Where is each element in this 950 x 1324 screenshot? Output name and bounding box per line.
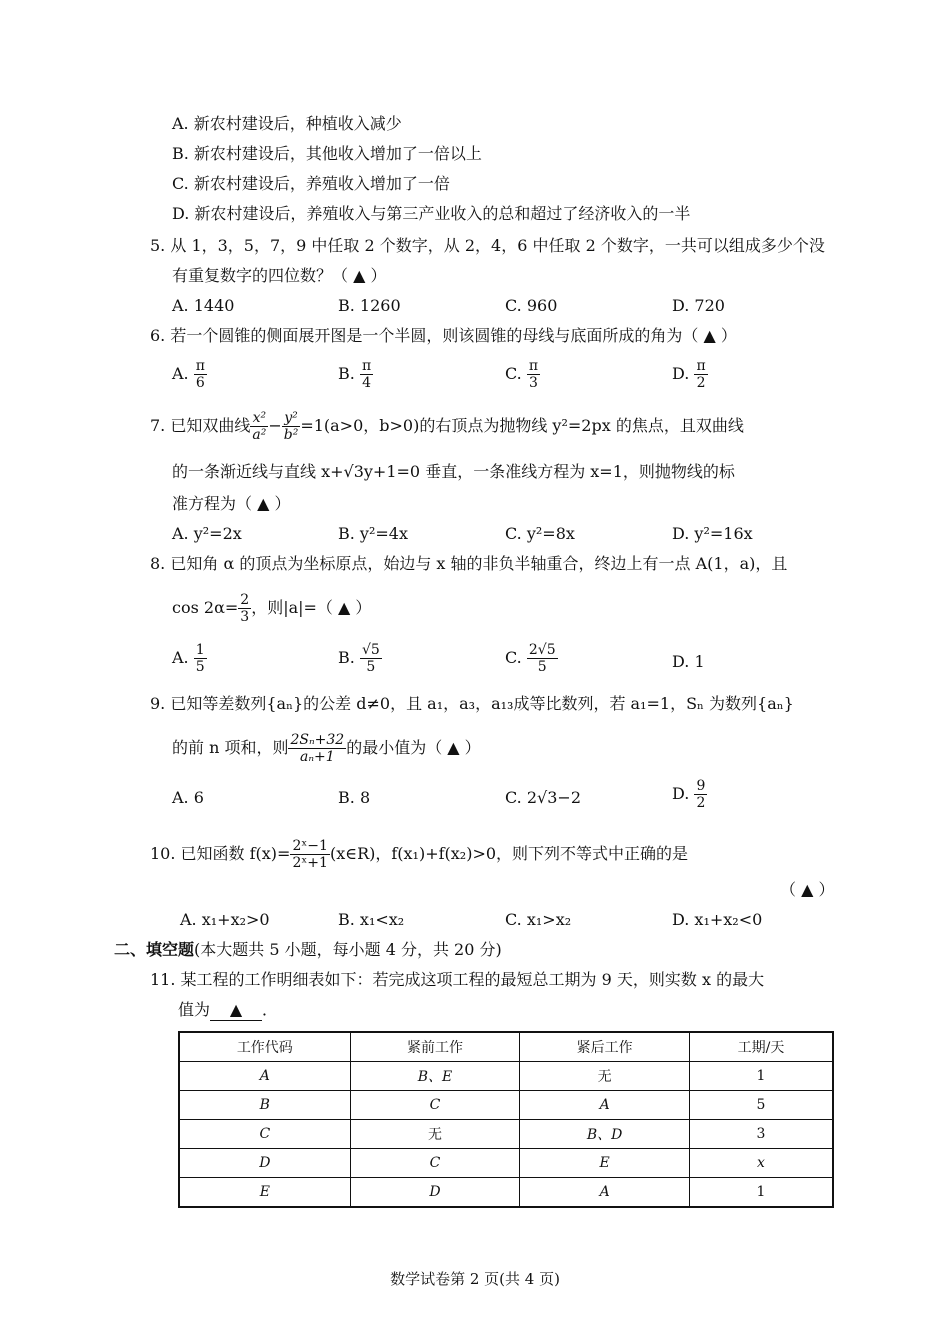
q4-option-b: B. 新农村建设后，其他收入增加了一倍以上 — [172, 144, 482, 163]
q10-option-a: A. x₁+x₂>0 — [180, 910, 270, 929]
table-cell: A — [520, 1178, 690, 1208]
table-cell: 无 — [520, 1062, 690, 1091]
q8-option-b: B. $\frac{√5}{5}$ — [338, 642, 380, 675]
q5-option-d: D. 720 — [672, 296, 725, 315]
q10-option-b: B. x₁<x₂ — [338, 910, 405, 929]
fraction: $\frac{2√5}{5}$ — [528, 642, 556, 675]
fraction: $\frac{\pi}{4}$ — [361, 358, 372, 391]
table-cell: B、E — [350, 1062, 520, 1091]
table-cell: B、D — [520, 1120, 690, 1149]
q7-option-b: B. y²=4x — [338, 524, 408, 543]
table-header-cell: 工作代码 — [179, 1032, 350, 1062]
table-cell: D — [179, 1149, 350, 1178]
q6-option-b: B. $\frac{\pi}{4}$ — [338, 358, 372, 391]
table-cell: C — [350, 1091, 520, 1120]
q5-option-b: B. 1260 — [338, 296, 401, 315]
q7-option-c: C. y²=8x — [505, 524, 575, 543]
q8-stem-line1: 8. 已知角 α 的顶点为坐标原点，始边与 x 轴的非负半轴重合，终边上有一点 A(1，a)，且 — [150, 554, 788, 573]
table-cell: C — [179, 1120, 350, 1149]
page-footer: 数学试卷第 2 页(共 4 页) — [390, 1270, 560, 1288]
fraction: $\frac{1}{5}$ — [195, 642, 205, 675]
table-row — [179, 1120, 833, 1149]
q7-stem-line3: 准方程为（ ▲ ） — [172, 494, 291, 513]
table-cell: B — [179, 1091, 350, 1120]
table-cell: A — [520, 1091, 690, 1120]
q9-stem-line2: 的前 n 项和，则 $\frac{\text{2Sₙ+32}}{\text{aₙ+1}}$ 的最小值为（ ▲ ） — [172, 732, 481, 765]
q10-option-d: D. x₁+x₂<0 — [672, 910, 763, 929]
table-row — [179, 1091, 833, 1120]
table-cell: 无 — [350, 1120, 520, 1149]
hyperbola-x-term: $\frac{\text{x²}}{\text{a²}}$ — [252, 410, 267, 443]
q6-option-d: D. $\frac{\pi}{2}$ — [672, 358, 706, 391]
q9-stem-line1: 9. 已知等差数列{aₙ}的公差 d≠0，且 a₁，a₃，a₁₃成等比数列，若 a₁=1，Sₙ 为数列{aₙ} — [150, 694, 794, 713]
q10-option-c: C. x₁>x₂ — [505, 910, 572, 929]
q10-answer-mark: （ ▲ ） — [780, 880, 835, 899]
q8-option-a: A. $\frac{1}{5}$ — [172, 642, 205, 675]
table-row — [179, 1149, 833, 1178]
fraction: $\frac{2}{3}$ — [240, 592, 250, 625]
q7-option-a: A. y²=2x — [172, 524, 242, 543]
fraction: $\frac{\text{2ˣ−1}}{\text{2ˣ+1}}$ — [292, 838, 328, 871]
answer-blank: ▲ — [210, 1000, 262, 1021]
q11-stem-line2: 值为 ▲ ． — [178, 1000, 279, 1019]
q7-option-d: D. y²=16x — [672, 524, 753, 543]
q5-option-a: A. 1440 — [172, 296, 235, 315]
fraction: $\frac{\pi}{6}$ — [195, 358, 205, 391]
q8-stem-line2: cos 2α= $\frac{2}{3}$ ，则|a|=（ ▲ ） — [172, 592, 372, 625]
section-heading: 二、填空题(本大题共 5 小题，每小题 4 分，共 20 分) — [114, 940, 502, 959]
table-cell: E — [520, 1149, 690, 1178]
table-cell: 1 — [689, 1062, 833, 1091]
q8-option-d: D. 1 — [672, 652, 705, 671]
fraction: $\frac{9}{2}$ — [696, 778, 706, 811]
table-header-cell: 紧前工作 — [350, 1032, 520, 1062]
q4-option-c: C. 新农村建设后，养殖收入增加了一倍 — [172, 174, 450, 193]
q5-option-c: C. 960 — [505, 296, 558, 315]
table-cell: C — [350, 1149, 520, 1178]
table-header-cell: 工期/天 — [689, 1032, 833, 1062]
q4-option-d: D. 新农村建设后，养殖收入与第三产业收入的总和超过了经济收入的一半 — [172, 204, 691, 223]
fraction: $\frac{\pi}{2}$ — [696, 358, 706, 391]
q7-stem-line1: 7. 已知双曲线 $\frac{\text{x²}}{\text{a²}}$ − $\frac{\text{y²}}{\text{b²}}$ =1(a>0，b>0)的右顶点为抛物线 y²=2px 的焦点，且双曲线 — [150, 410, 744, 443]
table-cell: D — [350, 1178, 520, 1208]
table-cell: E — [179, 1178, 350, 1208]
q6-option-c: C. $\frac{\pi}{3}$ — [505, 358, 539, 391]
q11-stem-line1: 11. 某工程的工作明细表如下：若完成这项工程的最短总工期为 9 天，则实数 x 的最大 — [150, 970, 765, 989]
work-table — [178, 1031, 834, 1208]
table-header-row — [179, 1032, 833, 1062]
q9-option-b: B. 8 — [338, 788, 371, 807]
hyperbola-y-term: $\frac{\text{y²}}{\text{b²}}$ — [283, 410, 299, 443]
table-row — [179, 1062, 833, 1091]
q5-stem-line1: 5. 从 1，3，5，7，9 中任取 2 个数字，从 2，4，6 中任取 2 个数字，一共可以组成多少个没 — [150, 236, 825, 255]
table-row — [179, 1178, 833, 1208]
q6-option-a: A. $\frac{\pi}{6}$ — [172, 358, 205, 391]
table-cell: 1 — [689, 1178, 833, 1208]
table-cell: 3 — [689, 1120, 833, 1149]
q9-option-a: A. 6 — [172, 788, 204, 807]
q4-option-a: A. 新农村建设后，种植收入减少 — [172, 114, 402, 133]
fraction: $\frac{\pi}{3}$ — [528, 358, 539, 391]
q8-option-c: C. $\frac{2√5}{5}$ — [505, 642, 556, 675]
q7-stem-line2: 的一条渐近线与直线 x+√3y+1=0 垂直，一条准线方程为 x=1，则抛物线的标 — [172, 462, 735, 481]
fraction: $\frac{√5}{5}$ — [361, 642, 380, 675]
q10-stem: 10. 已知函数 f(x)= $\frac{\text{2ˣ−1}}{\text{2ˣ+1}}$ (x∈R)，f(x₁)+f(x₂)>0，则下列不等式中正确的是 — [150, 838, 689, 871]
q5-stem-line2: 有重复数字的四位数？（ ▲ ） — [172, 266, 387, 285]
table-header-cell: 紧后工作 — [520, 1032, 690, 1062]
table-cell: A — [179, 1062, 350, 1091]
fraction: $\frac{\text{2Sₙ+32}}{\text{aₙ+1}}$ — [290, 732, 345, 765]
q6-stem: 6. 若一个圆锥的侧面展开图是一个半圆，则该圆锥的母线与底面所成的角为（ ▲ ） — [150, 326, 737, 345]
q9-option-d: D. $\frac{9}{2}$ — [672, 778, 706, 811]
table-cell: x — [689, 1149, 833, 1178]
q9-option-c: C. 2√3−2 — [505, 788, 581, 807]
table-cell: 5 — [689, 1091, 833, 1120]
